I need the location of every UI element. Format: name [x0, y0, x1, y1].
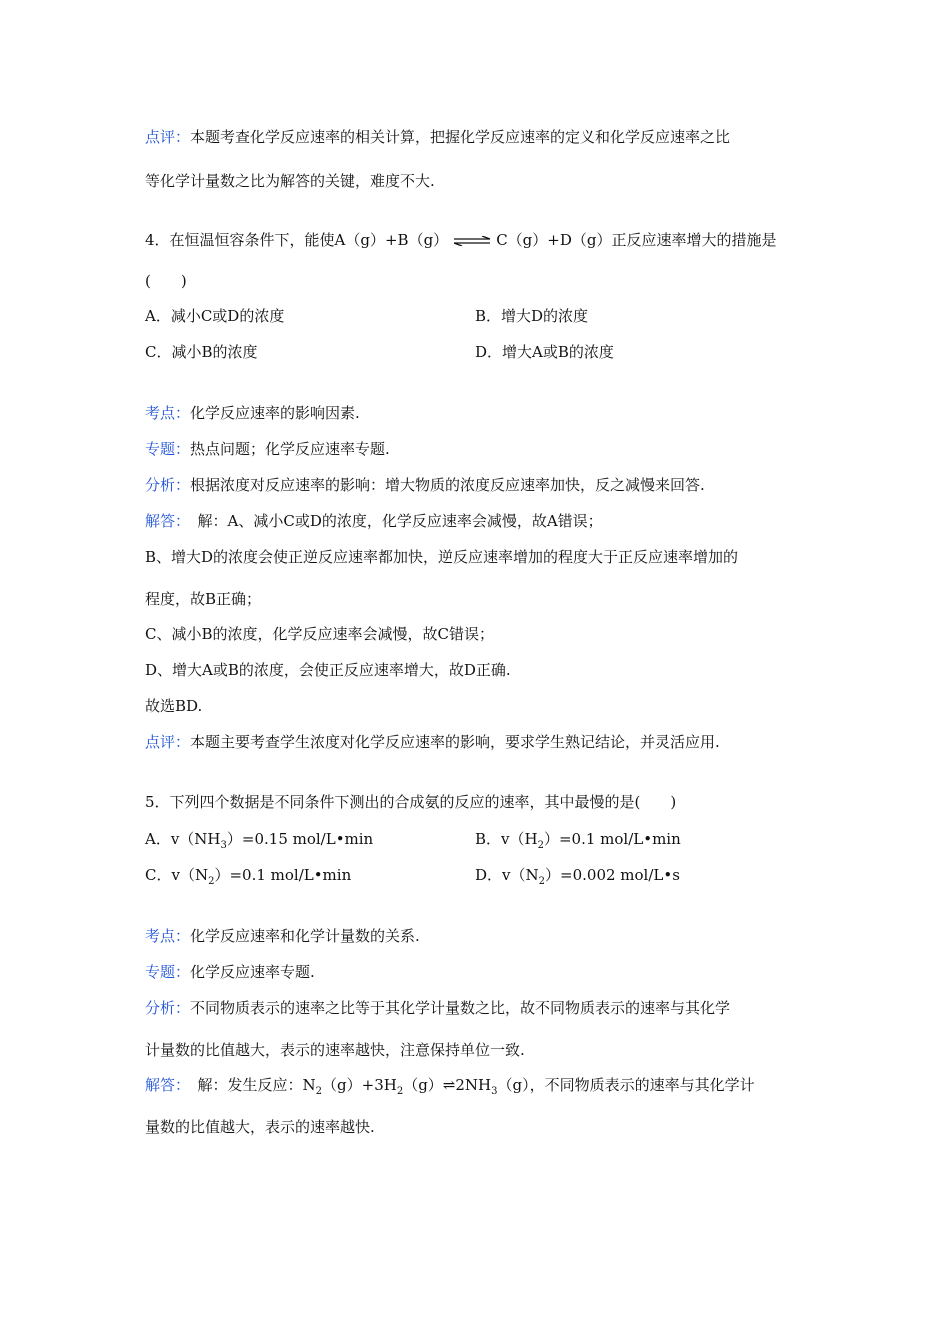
q4-option-b: B．增大D的浓度: [475, 307, 589, 325]
review-line-2: 等化学计量数之比为解答的关键，难度不大.: [145, 172, 435, 190]
q5-zhuanti: 专题：化学反应速率专题.: [145, 963, 315, 981]
q5-fenxi-1: 分析：不同物质表示的速率之比等于其化学计量数之比，故不同物质表示的速率与其化学: [145, 999, 731, 1017]
q4-jieda-3: 程度，故B正确；: [145, 590, 262, 608]
review-line-1: 点评：本题考查化学反应速率的相关计算，把握化学反应速率的定义和化学反应速率之比: [145, 128, 731, 146]
q5-option-d: D．$v(N_2)=0.002$ mol/L•s: [475, 866, 680, 887]
q5-fenxi-2: 计量数的比值越大，表示的速率越快，注意保持单位一致.: [145, 1041, 525, 1059]
q4-jieda-6: 故选BD.: [145, 697, 203, 715]
q4-paren: ( ): [145, 272, 187, 290]
q5-option-c: C．$v(N_2)=0.1$ mol/L•min: [145, 866, 352, 887]
q4-jieda-5: D、增大A或B的浓度，会使正反应速率增大，故D正确.: [145, 661, 511, 679]
q4-option-d: D．增大A或B的浓度: [475, 343, 614, 361]
q4-jieda-1: 解答： 解：A、减小C或D的浓度，化学反应速率会减慢，故A错误；: [145, 512, 603, 530]
q5-kaodian: 考点：化学反应速率和化学计量数的关系.: [145, 927, 420, 945]
q4-stem: 4．在恒温恒容条件下，能使A（g）+B（g） C（g）+D（g）正反应速率增大的措施是: [145, 231, 777, 249]
q4-option-a: A．减小C或D的浓度: [145, 307, 285, 325]
equilibrium-arrow-icon: [452, 236, 492, 246]
q5-option-b: B．$v(H_2)=0.1$ mol/L•min: [475, 830, 681, 851]
q5-jieda-2: 量数的比值越大，表示的速率越快.: [145, 1118, 375, 1136]
q4-dianping: 点评：本题主要考查学生浓度对化学反应速率的影响，要求学生熟记结论，并灵活应用.: [145, 733, 720, 751]
q5-jieda-1: 解答： 解：发生反应：$N_2(g)+3H_2(g)\rightleftharpoons 2NH_3(g)$，不同物质表示的速率与其化学计: [145, 1076, 755, 1097]
review-label: 点评：: [145, 128, 191, 146]
q4-jieda-4: C、减小B的浓度，化学反应速率会减慢，故C错误；: [145, 625, 494, 643]
q4-zhuanti: 专题：热点问题；化学反应速率专题.: [145, 440, 390, 458]
q5-option-a: A．$v(NH_3)=0.15$ mol/L•min: [145, 830, 374, 851]
q5-stem: 5．下列四个数据是不同条件下测出的合成氨的反应的速率，其中最慢的是( ): [145, 793, 677, 811]
q4-fenxi: 分析：根据浓度对反应速率的影响：增大物质的浓度反应速率加快，反之减慢来回答.: [145, 476, 705, 494]
q4-option-c: C．减小B的浓度: [145, 343, 258, 361]
q4-kaodian: 考点：化学反应速率的影响因素.: [145, 404, 360, 422]
q4-jieda-2: B、增大D的浓度会使正逆反应速率都加快，逆反应速率增加的程度大于正反应速率增加的: [145, 548, 739, 566]
